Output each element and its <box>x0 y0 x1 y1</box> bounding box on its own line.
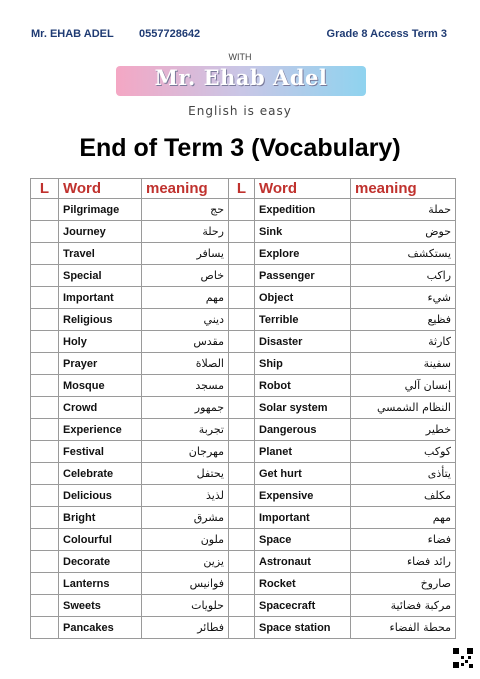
word-right: Astronaut <box>255 551 351 573</box>
meaning-left: يسافر <box>142 243 229 265</box>
row-l-left <box>31 243 59 265</box>
row-l-right <box>229 309 255 331</box>
word-left: Decorate <box>59 551 142 573</box>
word-left: Lanterns <box>59 573 142 595</box>
word-left: Special <box>59 265 142 287</box>
meaning-left: مهم <box>142 287 229 309</box>
word-right: Terrible <box>255 309 351 331</box>
row-l-left <box>31 353 59 375</box>
word-left: Journey <box>59 221 142 243</box>
word-right: Passenger <box>255 265 351 287</box>
meaning-left: لذيذ <box>142 485 229 507</box>
word-left: Important <box>59 287 142 309</box>
qr-code-icon <box>453 648 473 668</box>
word-left: Delicious <box>59 485 142 507</box>
row-l-right <box>229 573 255 595</box>
meaning-right: كوكب <box>351 441 456 463</box>
table-row <box>31 221 456 243</box>
banner-name: Mr. Ehab Adel <box>154 65 328 90</box>
row-l-left <box>31 221 59 243</box>
word-right: Object <box>255 287 351 309</box>
word-right: Expedition <box>255 199 351 221</box>
row-l-right <box>229 419 255 441</box>
word-right: Sink <box>255 221 351 243</box>
meaning-left: جمهور <box>142 397 229 419</box>
row-l-left <box>31 551 59 573</box>
meaning-left: مشرق <box>142 507 229 529</box>
word-left: Pilgrimage <box>59 199 142 221</box>
row-l-left <box>31 309 59 331</box>
meaning-right: فظيع <box>351 309 456 331</box>
meaning-right: مهم <box>351 507 456 529</box>
meaning-right: خطير <box>351 419 456 441</box>
banner-with: WITH <box>228 52 252 62</box>
table-header-row <box>31 179 456 199</box>
meaning-left: مقدس <box>142 331 229 353</box>
meaning-left: ملون <box>142 529 229 551</box>
word-right: Get hurt <box>255 463 351 485</box>
word-left: Colourful <box>59 529 142 551</box>
word-right: Rocket <box>255 573 351 595</box>
word-right: Important <box>255 507 351 529</box>
meaning-left: يحتفل <box>142 463 229 485</box>
row-l-right <box>229 397 255 419</box>
meaning-left: يزين <box>142 551 229 573</box>
word-left: Religious <box>59 309 142 331</box>
table-row <box>31 397 456 419</box>
page-title: End of Term 3 (Vocabulary) <box>79 134 401 162</box>
word-left: Bright <box>59 507 142 529</box>
table-row <box>31 331 456 353</box>
row-l-left <box>31 287 59 309</box>
row-l-right <box>229 375 255 397</box>
row-l-left <box>31 485 59 507</box>
row-l-right <box>229 595 255 617</box>
row-l-left <box>31 595 59 617</box>
meaning-left: رحلة <box>142 221 229 243</box>
row-l-left <box>31 199 59 221</box>
word-left: Crowd <box>59 397 142 419</box>
meaning-left: الصلاة <box>142 353 229 375</box>
meaning-right: كارثة <box>351 331 456 353</box>
row-l-left <box>31 617 59 639</box>
meaning-right: رائد فضاء <box>351 551 456 573</box>
word-right: Solar system <box>255 397 351 419</box>
meaning-left: حج <box>142 199 229 221</box>
meaning-right: حوض <box>351 221 456 243</box>
meaning-right: مركبة فضائية <box>351 595 456 617</box>
teacher-phone: 0557728642 <box>139 28 201 40</box>
meaning-right: يستكشف <box>351 243 456 265</box>
header-meaning-right: meaning <box>351 179 456 199</box>
table-row <box>31 463 456 485</box>
row-l-right <box>229 617 255 639</box>
word-right: Space <box>255 529 351 551</box>
header-word-right: Word <box>255 179 351 199</box>
meaning-right: شيء <box>351 287 456 309</box>
meaning-left: حلويات <box>142 595 229 617</box>
table-row <box>31 573 456 595</box>
meaning-left: فوانيس <box>142 573 229 595</box>
word-left: Holy <box>59 331 142 353</box>
meaning-left: خاص <box>142 265 229 287</box>
row-l-left <box>31 397 59 419</box>
row-l-right <box>229 353 255 375</box>
word-left: Experience <box>59 419 142 441</box>
table-row <box>31 419 456 441</box>
row-l-right <box>229 243 255 265</box>
row-l-right <box>229 265 255 287</box>
word-right: Explore <box>255 243 351 265</box>
meaning-right: إنسان آلي <box>351 375 456 397</box>
meaning-left: مهرجان <box>142 441 229 463</box>
page-header <box>0 28 480 44</box>
table-row <box>31 243 456 265</box>
header-meaning-left: meaning <box>142 179 229 199</box>
row-l-right <box>229 551 255 573</box>
teacher-name: Mr. EHAB ADEL <box>31 28 114 40</box>
word-right: Ship <box>255 353 351 375</box>
word-right: Disaster <box>255 331 351 353</box>
row-l-right <box>229 485 255 507</box>
table-row <box>31 353 456 375</box>
table-row <box>31 441 456 463</box>
row-l-right <box>229 331 255 353</box>
word-right: Dangerous <box>255 419 351 441</box>
word-right: Robot <box>255 375 351 397</box>
row-l-left <box>31 419 59 441</box>
meaning-right: يتأذى <box>351 463 456 485</box>
row-l-left <box>31 441 59 463</box>
meaning-right: مكلف <box>351 485 456 507</box>
row-l-left <box>31 573 59 595</box>
table-row <box>31 529 456 551</box>
word-right: Expensive <box>255 485 351 507</box>
meaning-left: تجربة <box>142 419 229 441</box>
table-row <box>31 595 456 617</box>
word-left: Prayer <box>59 353 142 375</box>
table-row <box>31 551 456 573</box>
row-l-left <box>31 331 59 353</box>
table-row <box>31 287 456 309</box>
meaning-right: فضاء <box>351 529 456 551</box>
row-l-left <box>31 463 59 485</box>
table-row <box>31 485 456 507</box>
row-l-right <box>229 441 255 463</box>
row-l-left <box>31 529 59 551</box>
word-left: Travel <box>59 243 142 265</box>
word-left: Celebrate <box>59 463 142 485</box>
meaning-right: حملة <box>351 199 456 221</box>
row-l-left <box>31 507 59 529</box>
meaning-left: مسجد <box>142 375 229 397</box>
row-l-left <box>31 375 59 397</box>
header-l-right: L <box>229 179 255 199</box>
row-l-right <box>229 199 255 221</box>
table-row <box>31 617 456 639</box>
row-l-right <box>229 529 255 551</box>
header-word-left: Word <box>59 179 142 199</box>
row-l-left <box>31 265 59 287</box>
header-l-left: L <box>31 179 59 199</box>
grade-label: Grade 8 Access Term 3 <box>326 28 447 40</box>
meaning-right: النظام الشمسي <box>351 397 456 419</box>
table-row <box>31 199 456 221</box>
word-right: Planet <box>255 441 351 463</box>
table-body <box>31 199 456 639</box>
word-left: Sweets <box>59 595 142 617</box>
word-left: Pancakes <box>59 617 142 639</box>
table-row <box>31 375 456 397</box>
meaning-right: راكب <box>351 265 456 287</box>
row-l-right <box>229 221 255 243</box>
vocabulary-table <box>30 178 456 639</box>
row-l-right <box>229 287 255 309</box>
row-l-right <box>229 507 255 529</box>
word-left: Mosque <box>59 375 142 397</box>
logo-banner <box>100 52 380 128</box>
meaning-left: فطائر <box>142 617 229 639</box>
row-l-right <box>229 463 255 485</box>
word-right: Spacecraft <box>255 595 351 617</box>
table-row <box>31 309 456 331</box>
banner-tagline: English is easy <box>188 104 292 118</box>
word-left: Festival <box>59 441 142 463</box>
meaning-right: سفينة <box>351 353 456 375</box>
word-right: Space station <box>255 617 351 639</box>
meaning-right: محطة الفضاء <box>351 617 456 639</box>
meaning-right: صاروخ <box>351 573 456 595</box>
meaning-left: ديني <box>142 309 229 331</box>
table-row <box>31 265 456 287</box>
table-row <box>31 507 456 529</box>
